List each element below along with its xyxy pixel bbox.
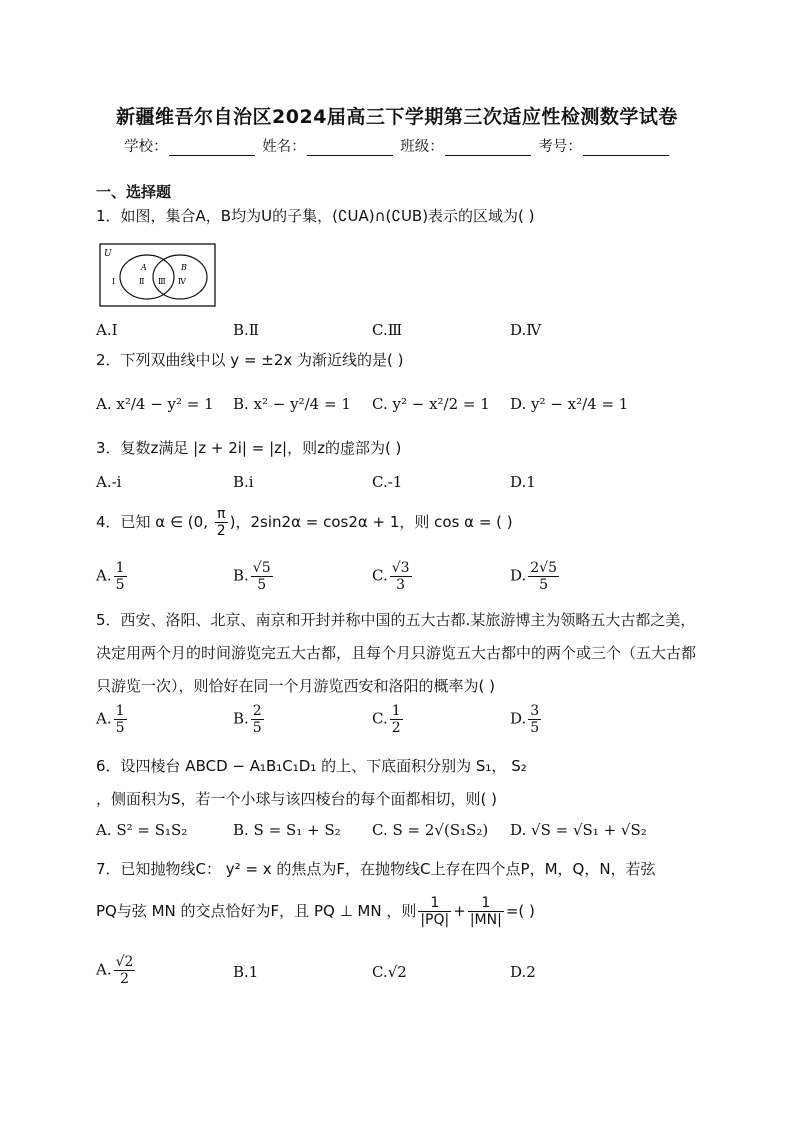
option-b[interactable]: B.1	[233, 963, 259, 981]
page-title: 新疆维吾尔自治区2024届高三下学期第三次适应性检测数学试卷	[116, 106, 678, 128]
option-b[interactable]: B. $\frac{√5}{5}$	[233, 560, 271, 593]
option-d[interactable]: D. y² − x²/4 = 1	[510, 395, 629, 413]
one-over-pq: $\frac{1}{|PQ|}$	[420, 895, 450, 928]
class-label: 班级：	[400, 139, 444, 155]
name-label: 姓名：	[262, 139, 306, 155]
question-2: 2．下列双曲线中以 y = ±2x 为渐近线的是( )	[96, 351, 404, 369]
venn-b-label: B	[181, 263, 187, 272]
question-6-line-2: ，侧面积为S，若一个小球与该四棱台的每个面都相切，则( )	[96, 790, 497, 808]
option-d[interactable]: D. $\frac{2√5}{5}$	[510, 560, 558, 593]
class-blank[interactable]	[445, 141, 531, 156]
question-7-line-2: PQ与弦 MN 的交点恰好为F，且 PQ ⊥ MN ，则 $\frac{1}{|PQ|}$ + $\frac{1}{|MN|}$ =( )	[96, 895, 535, 928]
venn-a-label: A	[141, 263, 147, 272]
question-4-text-a: 4．已知 α ∈ (0,	[96, 513, 213, 531]
option-c[interactable]: C.√2	[372, 963, 407, 981]
option-c[interactable]: C. $\frac{√3}{3}$	[372, 560, 410, 593]
school-blank[interactable]	[169, 141, 255, 156]
section-title: 一、选择题	[96, 183, 172, 201]
question-3: 3．复数z满足 |z + 2i| = |z|，则z的虚部为( )	[96, 439, 402, 457]
name-blank[interactable]	[307, 141, 393, 156]
option-d[interactable]: D.2	[510, 963, 536, 981]
option-c[interactable]: C. $\frac{1}{2}$	[372, 703, 401, 736]
option-c[interactable]: C. S = 2√(S₁S₂)	[372, 821, 489, 839]
option-d[interactable]: D. $\frac{3}{5}$	[510, 703, 540, 736]
question-6-line-1: 6．设四棱台 ABCD − A₁B₁C₁D₁ 的上、下底面积分别为 S₁， S₂	[96, 757, 527, 775]
question-7-line-1: 7．已知抛物线C： y² = x 的焦点为F，在抛物线C上存在四个点P，M，Q，N，若弦	[96, 860, 656, 878]
venn-diagram	[99, 243, 216, 307]
pi-over-2: $\frac{\pi}{2}$	[216, 506, 226, 539]
venn-region-1: Ⅰ	[112, 277, 116, 286]
option-a[interactable]: A. x²/4 − y² = 1	[96, 395, 214, 413]
option-b[interactable]: B.i	[233, 473, 254, 491]
question-4-text-b: )，2sin2α = cos2α + 1，则 cos α = ( )	[229, 513, 513, 531]
exam-no-blank[interactable]	[583, 141, 669, 156]
venn-region-3: Ⅲ	[158, 277, 166, 286]
option-b[interactable]: B.Ⅱ	[233, 321, 259, 339]
one-over-mn: $\frac{1}{|MN|}$	[469, 895, 502, 928]
venn-region-2: Ⅱ	[139, 277, 145, 286]
venn-region-4: Ⅳ	[178, 277, 186, 286]
exam-no-label: 考号：	[538, 139, 582, 155]
option-c[interactable]: C.Ⅲ	[372, 321, 403, 339]
student-info	[0, 135, 794, 156]
option-a[interactable]: A. $\frac{1}{5}$	[96, 560, 125, 593]
option-a[interactable]: A.-i	[96, 473, 122, 491]
option-d[interactable]: D. √S = √S₁ + √S₂	[510, 821, 647, 839]
option-c[interactable]: C.-1	[372, 473, 403, 491]
question-5: 5．西安、洛阳、北京、南京和开封并称中国的五大古都.某旅游博主为领略五大古都之美，决定用两个月的时间游览完五大古都，且每个月只游览五大古都中的两个或三个（五大古都只游览一次），则恰好在同一个月游览西安和洛阳的概率为( )	[96, 611, 697, 695]
venn-u-label: U	[104, 249, 112, 259]
question-1: 1．如图，集合A，B均为U的子集，(∁UA)∩(∁UB)表示的区域为( )	[96, 207, 535, 225]
option-a[interactable]: A. $\frac{√2}{2}$	[96, 954, 134, 987]
school-label: 学校：	[124, 139, 168, 155]
option-a[interactable]: A. $\frac{1}{5}$	[96, 703, 125, 736]
option-a[interactable]: A. S² = S₁S₂	[96, 821, 188, 839]
option-d[interactable]: D.1	[510, 473, 536, 491]
option-a[interactable]: A.Ⅰ	[96, 321, 118, 339]
option-b[interactable]: B. S = S₁ + S₂	[233, 821, 341, 839]
option-d[interactable]: D.Ⅳ	[510, 321, 542, 339]
option-b[interactable]: B. x² − y²/4 = 1	[233, 395, 351, 413]
question-4	[96, 506, 513, 539]
option-c[interactable]: C. y² − x²/2 = 1	[372, 395, 490, 413]
option-b[interactable]: B. $\frac{2}{5}$	[233, 703, 262, 736]
